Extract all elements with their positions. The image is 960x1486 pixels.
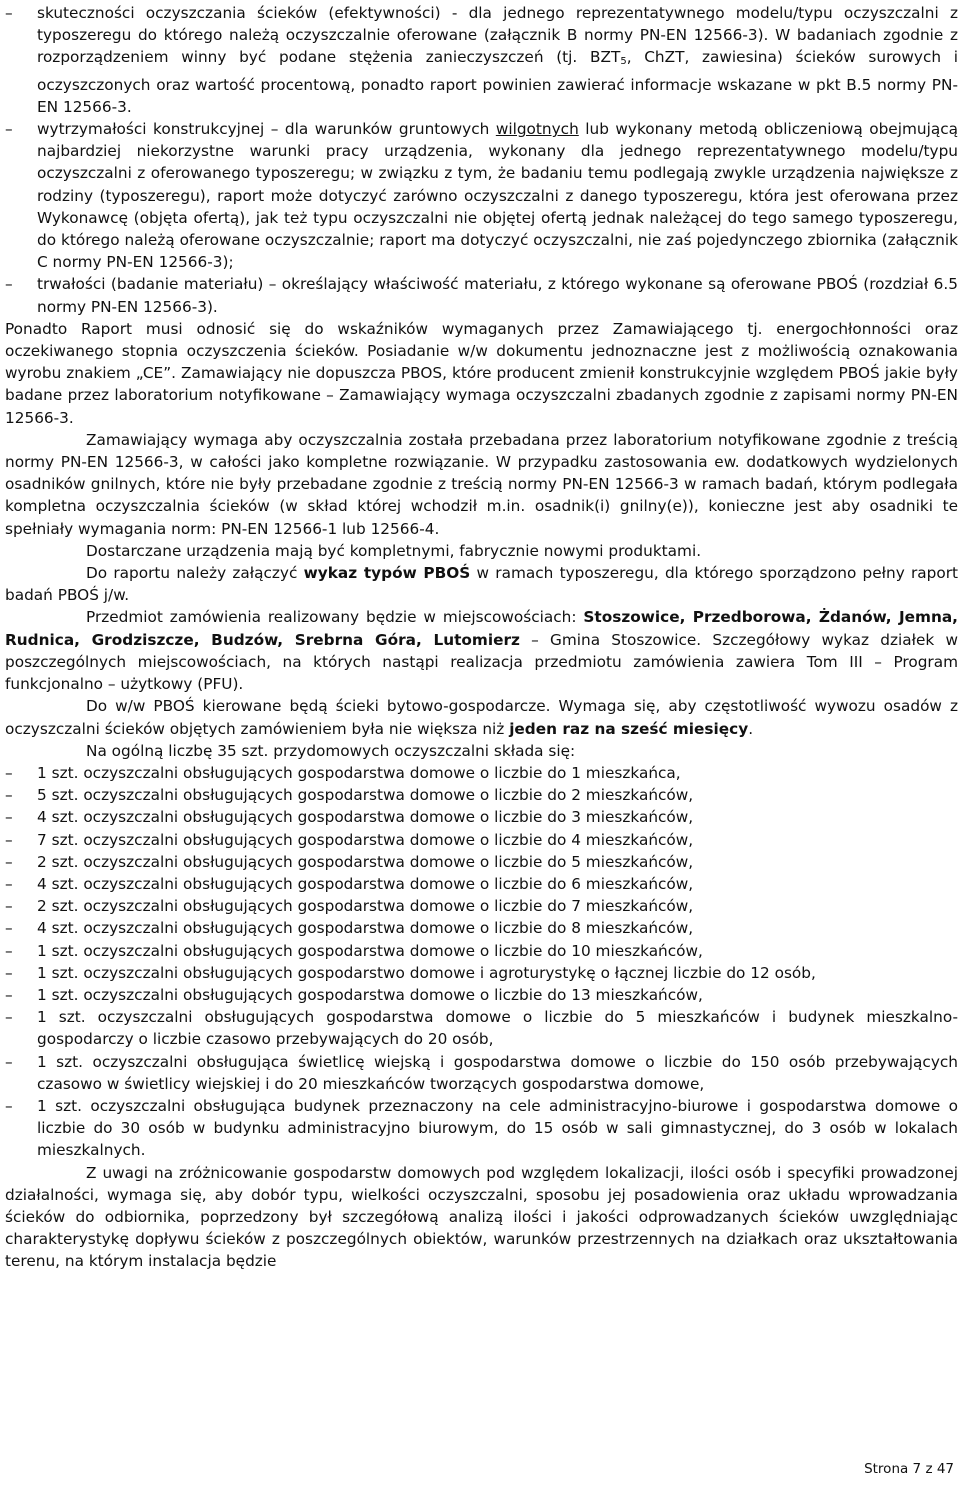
dash-bullet: – [5, 786, 13, 805]
list-item [5, 984, 958, 1006]
dash-bullet: – [5, 808, 13, 827]
dash-bullet: – [5, 1096, 13, 1115]
list-item [5, 829, 958, 851]
list-item-text: 2 szt. oczyszczalni obsługujących gospodarstwa domowe o liczbie do 7 mieszkańców, [37, 897, 694, 916]
list-item-text: 2 szt. oczyszczalni obsługujących gospodarstwa domowe o liczbie do 5 mieszkańców, [37, 852, 694, 871]
list-item [5, 895, 958, 917]
bold-text: jeden raz na sześć miesięcy [509, 719, 749, 738]
list-item [5, 851, 958, 873]
list-item-text: trwałości (badanie materiału) – określający właściwość materiału, z którego wykonane są oferowane PBOŚ (rozdział 6.5 normy PN-EN 12566-3). [37, 275, 958, 316]
list-item [5, 762, 958, 784]
list-item-text: skuteczności oczyszczania ścieków (efektywności) - dla jednego reprezentatywnego modelu/typu oczyszczalni z typoszeregu do którego należą oczyszczalnie oferowane (załącznik B normy PN-EN 12566-3). W badaniach zgodnie z rozporządzeniem winny być podane stężenia zanieczyszczeń (tj. $BZT_5$, ChZT, zawiesina) ścieków surowych i oczyszczonych oraz wartość procentową, ponadto raport powinien zawierać informacje wskazane w pkt B.5 normy PN-EN 12566-3. [37, 4, 959, 116]
list-item [5, 1006, 958, 1050]
dash-bullet: – [5, 275, 13, 294]
list-item-text: 1 szt. oczyszczalni obsługujących gospodarstwa domowe o liczbie do 13 mieszkańców, [37, 985, 703, 1004]
list-item-text: 1 szt. oczyszczalni obsługujących gospodarstwa domowe o liczbie do 5 mieszkańców i budynek mieszkalno-gospodarczy o liczbie czasowo przebywających do 20 osób, [37, 1008, 958, 1049]
bold-text: Stoszowice, Przedborowa, Żdanów, Jemna, Rudnica, Grodziszcze, Budzów, Srebrna Góra, Lutomierz [5, 608, 958, 649]
list-item [5, 2, 958, 118]
list-item-text: 1 szt. oczyszczalni obsługujących gospodarstwa domowe o liczbie do 10 mieszkańców, [37, 941, 703, 960]
list-item [5, 917, 958, 939]
dash-bullet: – [5, 763, 13, 782]
page-number: Strona 7 z 47 [864, 1461, 954, 1477]
list-item [5, 1051, 958, 1095]
dash-bullet: – [5, 1052, 13, 1071]
list-item [5, 940, 958, 962]
dash-bullet: – [5, 852, 13, 871]
list-item [5, 118, 958, 273]
list-item-text: 4 szt. oczyszczalni obsługujących gospodarstwa domowe o liczbie do 6 mieszkańców, [37, 874, 694, 893]
list-item [5, 806, 958, 828]
dash-bullet: – [5, 919, 13, 938]
dash-bullet: – [5, 874, 13, 893]
paragraph-pbos: Do w/w PBOŚ kierowane będą ścieki bytowo-gospodarcze. Wymaga się, aby częstotliwość wywozu osadów z oczyszczalni ścieków objętych zamówieniem była nie większa niż jeden raz na sześć miesięcy. [5, 697, 958, 738]
paragraph-dostarczane: Dostarczane urządzenia mają być kompletnymi, fabrycznie nowymi produktami. [86, 541, 702, 560]
paragraph-uwaga: Z uwagi na zróżnicowanie gospodarstw domowych pod względem lokalizacji, ilości osób i specyfiki prowadzonej działalności, wymaga się, aby dobór typu, wielkości oczyszczalni, sposobu jej posadowienia oraz układu wprowadzania ścieków do odbiornika, poprzedzony był szczegółową analizą ilości i jakości odprowadzanych ścieków uwzględniając charakterystykę dopływu ścieków z poszczególnych obiektów, warunków przestrzennych na działkach oraz ukształtowania terenu, na którym instalacja będzie [5, 1163, 958, 1271]
dash-bullet: – [5, 1008, 13, 1027]
bold-text: wykaz typów PBOŚ [303, 564, 471, 583]
list-item-text: 1 szt. oczyszczalni obsługująca świetlicę wiejską i gospodarstwa domowe o liczbie do 150 osób przebywających czasowo w świetlicy wiejskiej i do 20 mieszkańców tworzących gospodarstwa domowe, [37, 1052, 958, 1093]
dash-bullet: – [5, 120, 13, 139]
paragraph-przedmiot: Przedmiot zamówienia realizowany będzie w miejscowościach: Stoszowice, Przedborowa, Żdanów, Jemna, Rudnica, Grodziszcze, Budzów, Srebrna Góra, Lutomierz – Gmina Stoszowice. Szczegółowy wykaz działek w poszczególnych miejscowościach, na których nastąpi realizacja przedmiotu zamówienia zawiera Tom III – Program funkcjonalno – użytkowy (PFU). [5, 608, 958, 694]
list-item [5, 784, 958, 806]
paragraph-liczba: Na ogólną liczbę 35 szt. przydomowych oczyszczalni składa się: [86, 741, 576, 760]
dash-bullet: – [5, 4, 13, 22]
list-item-text: 4 szt. oczyszczalni obsługujących gospodarstwa domowe o liczbie do 8 mieszkańców, [37, 919, 694, 938]
list-item [5, 962, 958, 984]
subscript: 5 [620, 56, 627, 68]
list-item [5, 273, 958, 317]
list-item [5, 1095, 958, 1162]
dash-bullet: – [5, 897, 13, 916]
list-item-text: 1 szt. oczyszczalni obsługujących gospodarstwo domowe i agroturystykę o łącznej liczbie do 12 osób, [37, 963, 816, 982]
dash-bullet: – [5, 963, 13, 982]
underlined-word: wilgotnych [495, 120, 579, 139]
list-item-text: 7 szt. oczyszczalni obsługujących gospodarstwa domowe o liczbie do 4 mieszkańców, [37, 830, 694, 849]
dash-bullet: – [5, 830, 13, 849]
dash-bullet: – [5, 941, 13, 960]
list-item [5, 873, 958, 895]
paragraph-wykaz: Do raportu należy załączyć wykaz typów PBOŚ w ramach typoszeregu, dla którego sporządzono pełny raport badań PBOŚ j/w. [5, 564, 959, 605]
list-item-text: 1 szt. oczyszczalni obsługująca budynek przeznaczony na cele administracyjno-biurowe i gospodarstwa domowe o liczbie do 30 osób w budynku administracyjno biurowym, do 15 osób w sali gimnastycznej, do 3 osób w lokalach mieszkalnych. [37, 1096, 958, 1160]
list-item-text: 1 szt. oczyszczalni obsługujących gospodarstwa domowe o liczbie do 1 mieszkańca, [37, 763, 681, 782]
dash-bullet: – [5, 985, 13, 1004]
list-item-text: wytrzymałości konstrukcyjnej – dla warunków gruntowych wilgotnych lub wykonany metodą obliczeniową obejmującą najbardziej niekorzystne warunki pracy urządzenia, wykonany dla jednego reprezentatywnego modelu/typu oczyszczalni z oferowanego typoszeregu; w związku z tym, że badaniu temu podlegają zwykle urządzenia największe z rodziny (typoszeregu), raport może dotyczyć zarówno oczyszczalni z danego typoszeregu, która jest oferowana przez Wykonawcę (objęta ofertą), jak też typu oczyszczalni nie objętej ofertą jednak należącej do tego samego typoszeregu, do którego należą oferowane oczyszczalnie; raport ma dotyczyć oczyszczalni, nie zaś pojedynczego zbiornika (załącznik C normy PN-EN 12566-3); [37, 120, 958, 272]
document-body [5, 2, 958, 1273]
list-item-text: 5 szt. oczyszczalni obsługujących gospodarstwa domowe o liczbie do 2 mieszkańców, [37, 786, 694, 805]
paragraph-zamawiajacy: Zamawiający wymaga aby oczyszczalnia została przebadana przez laboratorium notyfikowane zgodnie z treścią normy PN-EN 12566-3, w całości jako kompletne rozwiązanie. W przypadku zastosowania ew. dodatkowych wydzielonych osadników gnilnych, które nie były przebadane zgodnie z treścią normy PN-EN 12566-3 w ramach badań, którym podlegała kompletna oczyszczalnia ścieków (w skład której wchodził m.in. osadnik(i) gnilny(e)), konieczne jest aby osadniki te spełniały wymagania norm: PN-EN 12566-1 lub 12566-4. [5, 430, 958, 538]
paragraph-raport: Ponadto Raport musi odnosić się do wskaźników wymaganych przez Zamawiającego tj. energochłonności oraz oczekiwanego stopnia oczyszczenia ścieków. Posiadanie w/w dokumentu jednoznaczne jest z możliwością oznakowania wyrobu znakiem „CE”. Zamawiający nie dopuszcza PBOS, które producent zmienił konstrukcyjnie względem PBOŚ jakie były badane przez laboratorium notyfikowane – Zamawiający wymaga oczyszczalni zbadanych zgodnie z zapisami normy PN-EN 12566-3. [5, 319, 958, 427]
list-item-text: 4 szt. oczyszczalni obsługujących gospodarstwa domowe o liczbie do 3 mieszkańców, [37, 808, 694, 827]
